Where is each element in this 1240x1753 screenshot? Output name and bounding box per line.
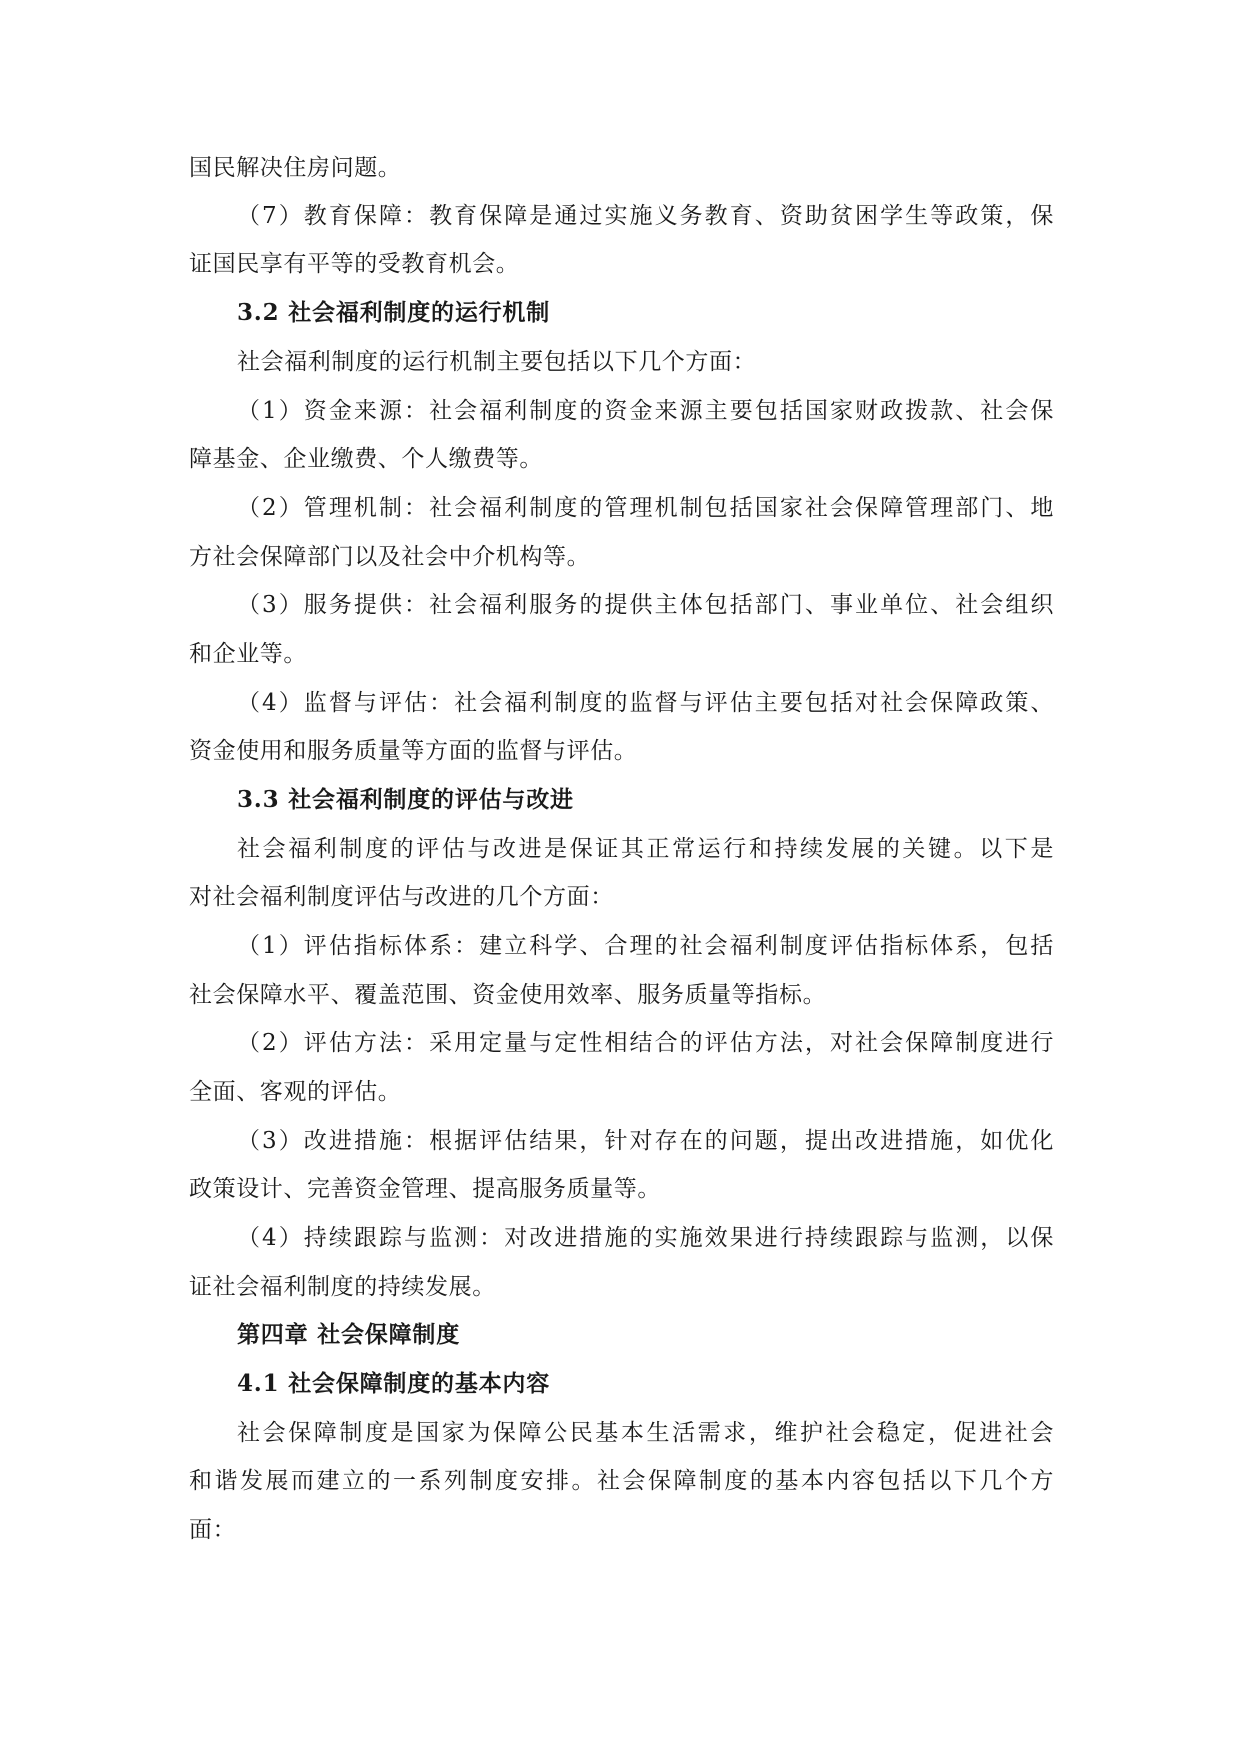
paragraph-line: 对社会福利制度评估与改进的几个方面： [189, 884, 614, 910]
section-heading-3-2: 3.2 社会福利制度的运行机制 [237, 299, 551, 326]
paragraph-line: 社会福利制度的评估与改进是保证其正常运行和持续发展的关键。以下是 [237, 836, 1054, 862]
paragraph-line: （1）评估指标体系：建立科学、合理的社会福利制度评估指标体系，包括 [237, 933, 1054, 959]
paragraph-line: 和谐发展而建立的一系列制度安排。社会保障制度的基本内容包括以下几个方 [189, 1468, 1054, 1494]
chapter-heading-4: 第四章 社会保障制度 [237, 1321, 461, 1348]
section-heading-3-3: 3.3 社会福利制度的评估与改进 [237, 786, 574, 813]
paragraph-line: 方社会保障部门以及社会中介机构等。 [189, 544, 591, 570]
paragraph-line: 障基金、企业缴费、个人缴费等。 [189, 446, 543, 472]
paragraph-line: 社会保障制度是国家为保障公民基本生活需求，维护社会稳定，促进社会 [237, 1420, 1054, 1446]
paragraph-line: 政策设计、完善资金管理、提高服务质量等。 [189, 1176, 661, 1202]
paragraph-line: 全面、客观的评估。 [189, 1079, 402, 1105]
paragraph-line: 资金使用和服务质量等方面的监督与评估。 [189, 738, 638, 764]
paragraph-line: 和企业等。 [189, 641, 307, 667]
paragraph-line: 证社会福利制度的持续发展。 [189, 1274, 496, 1300]
paragraph-line: （3）改进措施：根据评估结果，针对存在的问题，提出改进措施，如优化 [237, 1128, 1054, 1154]
paragraph-line: 面： [189, 1517, 237, 1543]
paragraph-line: （7）教育保障：教育保障是通过实施义务教育、资助贫困学生等政策，保 [237, 203, 1054, 229]
paragraph-line: 证国民享有平等的受教育机会。 [189, 251, 520, 277]
section-heading-4-1: 4.1 社会保障制度的基本内容 [237, 1370, 551, 1397]
paragraph-line: （4）监督与评估：社会福利制度的监督与评估主要包括对社会保障政策、 [237, 690, 1054, 716]
paragraph-line: 社会福利制度的运行机制主要包括以下几个方面： [237, 349, 757, 375]
paragraph-line: （2）评估方法：采用定量与定性相结合的评估方法，对社会保障制度进行 [237, 1030, 1054, 1056]
paragraph-line: 国民解决住房问题。 [189, 155, 402, 181]
paragraph-line: （3）服务提供：社会福利服务的提供主体包括部门、事业单位、社会组织 [237, 592, 1054, 618]
paragraph-line: （2）管理机制：社会福利制度的管理机制包括国家社会保障管理部门、地 [237, 495, 1054, 521]
paragraph-line: （4）持续跟踪与监测：对改进措施的实施效果进行持续跟踪与监测，以保 [237, 1225, 1054, 1251]
paragraph-line: （1）资金来源：社会福利制度的资金来源主要包括国家财政拨款、社会保 [237, 398, 1054, 424]
paragraph-line: 社会保障水平、覆盖范围、资金使用效率、服务质量等指标。 [189, 982, 827, 1008]
